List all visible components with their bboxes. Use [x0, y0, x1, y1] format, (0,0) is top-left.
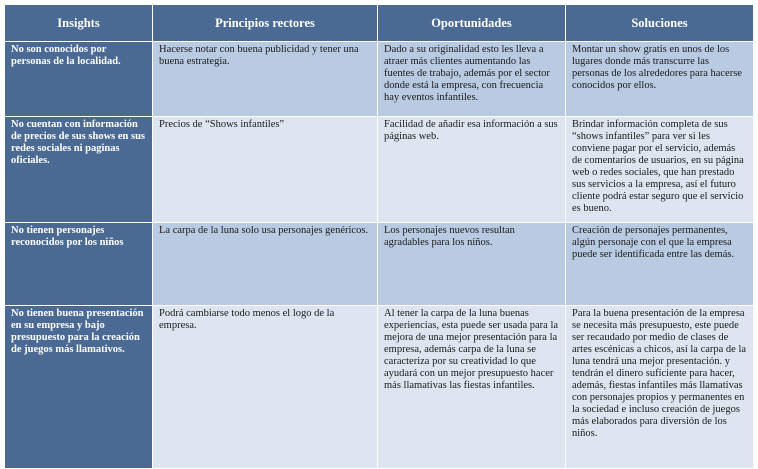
insight-cell: No tienen buena presentación en su empresa y bajo presupuesto para la creación de juegos más llamativos.: [5, 306, 153, 469]
principios-cell: Hacerse notar con buena publicidad y tener una buena estrategia.: [153, 42, 378, 117]
table-row: [5, 223, 754, 306]
soluciones-cell: Montar un show gratis en unos de los lugares donde más transcurre las personas de los alrededores para hacerse conocidos por ellos.: [566, 42, 754, 117]
oportunidades-cell: Los personajes nuevos resultan agradables para los niños.: [378, 223, 566, 306]
table-row: [5, 42, 754, 117]
oportunidades-cell: Dado a su originalidad esto les lleva a atraer más clientes aumentando las fuentes de trabajo, además por el sector donde está la empresa, con frecuencia hay eventos infantiles.: [378, 42, 566, 117]
header-insights: Insights: [5, 5, 153, 42]
table-row: [5, 306, 754, 469]
soluciones-cell: Creación de personajes permanentes, algún personaje con el que la empresa puede ser identificada entre las demás.: [566, 223, 754, 306]
header-soluciones: Soluciones: [566, 5, 754, 42]
principios-cell: Precios de “Shows infantiles”: [153, 117, 378, 223]
document-page: [4, 4, 753, 469]
header-oportunidades: Oportunidades: [378, 5, 566, 42]
principios-cell: Podrá cambiarse todo menos el logo de la empresa.: [153, 306, 378, 469]
soluciones-cell: Para la buena presentación de la empresa se necesita más presupuesto, este puede ser recaudado por medio de clases de artes escénicas a chicos, así la carpa de la luna tendrá una mejor presentación. y tendrán el dinero suficiente para hacer, además, fiestas infantiles más llamativas con personajes propios y permanentes en la sociedad e incluso creación de juegos más elaborados para diversión de los niños.: [566, 306, 754, 469]
table-row: [5, 117, 754, 223]
header-principios-rectores: Principios rectores: [153, 5, 378, 42]
insight-cell: No son conocidos por personas de la localidad.: [5, 42, 153, 117]
table-header-row: [5, 5, 754, 42]
insights-table: [4, 4, 754, 469]
principios-cell: La carpa de la luna solo usa personajes genéricos.: [153, 223, 378, 306]
insight-cell: No tienen personajes reconocidos por los niños: [5, 223, 153, 306]
insight-cell: No cuentan con información de precios de sus shows en sus redes sociales ni paginas oficiales.: [5, 117, 153, 223]
oportunidades-cell: Facilidad de añadir esa información a sus páginas web.: [378, 117, 566, 223]
soluciones-cell: Brindar información completa de sus “shows infantiles” para ver si les conviene pagar por el servicio, además de comentarios de usuarios, en su página web o redes sociales, que han prestado sus servicios a la empresa, así el futuro cliente podrá estar seguro que el servicio es bueno.: [566, 117, 754, 223]
oportunidades-cell: Al tener la carpa de la luna buenas experiencias, esta puede ser usada para la mejora de una mejor presentación para la empresa, además carpa de la luna se caracteriza por su creatividad lo que ayudará con un mejor presupuesto hacer más llamativas las fiestas infantiles.: [378, 306, 566, 469]
